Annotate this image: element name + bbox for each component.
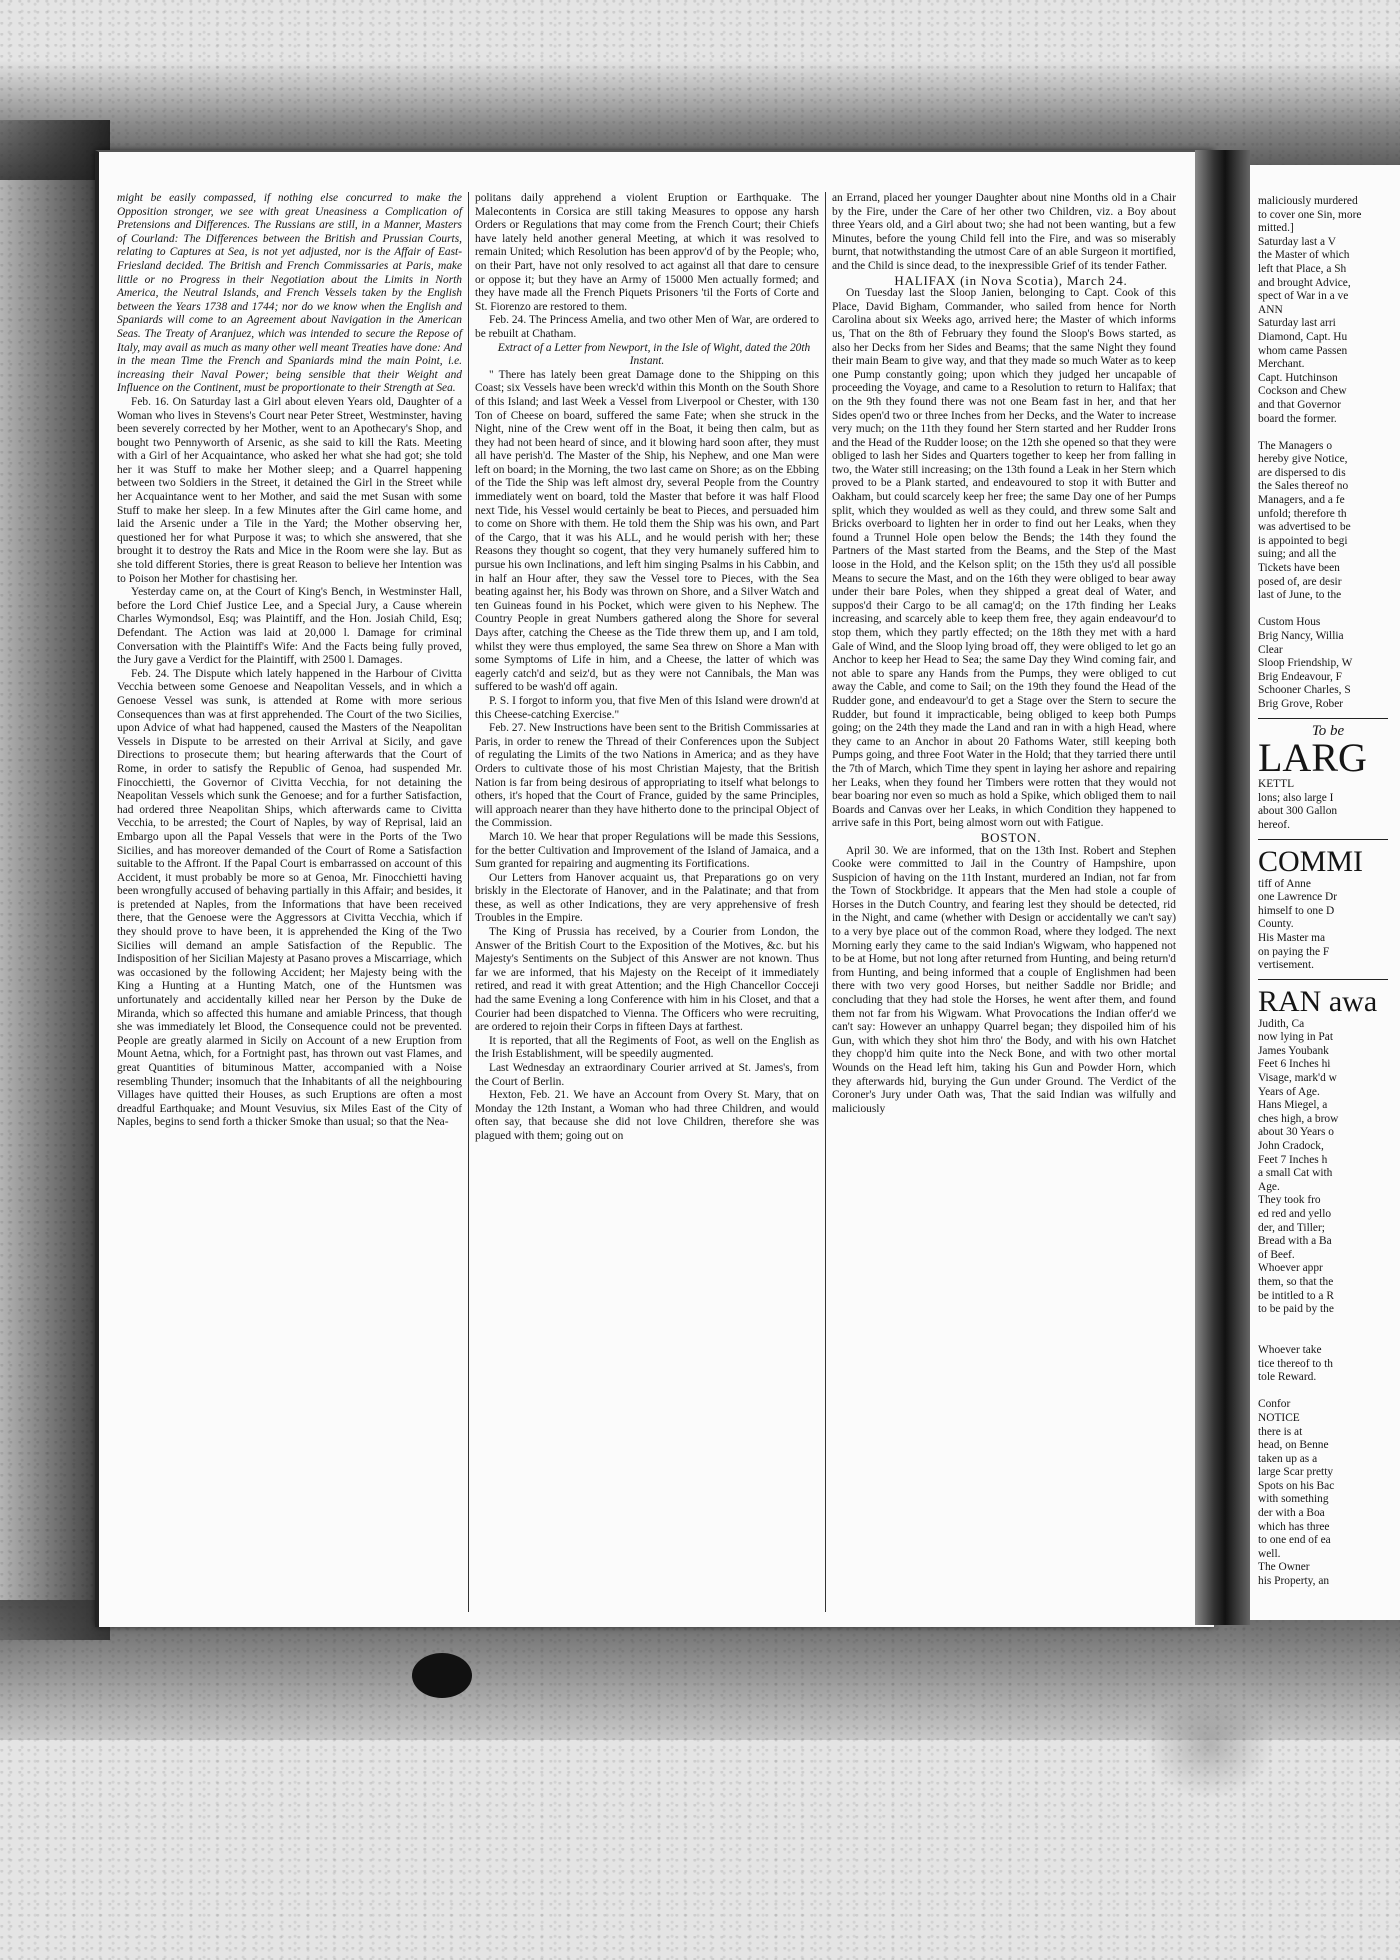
text-line: Brig Nancy, Willia [1258, 630, 1344, 642]
ink-blot [412, 1653, 472, 1698]
text-line: John Cradock, [1258, 1140, 1324, 1153]
text-line: with something [1258, 1493, 1329, 1506]
text-line: posed of, are desir [1258, 575, 1342, 588]
text-line: well. [1258, 1547, 1281, 1560]
text-line: Age. [1258, 1180, 1280, 1193]
text-line: maliciously murdered [1258, 195, 1358, 207]
paragraph: " There has lately been great Damage done to the Shipping on this Coast; six Vessels have been wreck'd within this Month on the South Shore of this Island; and last Week a Vessel from Liverpool or Chester, with 130 Ton of Cheese on board, suffered the same Fate; when she struck in the Night, nine of the Crew went off in the Boat, it being then calm, but as they had not been heard of since, and it blowing hard soon after, they must all have perish'd. The Master of the Ship, his Nephew, and one Man were left on board; in the Morning, the two last came on Shore; as on the Ebbing of the Tide the Ship was left almost dry, several People from the Country immediately went on board, told the Master that before it was half Flood next Tide, his Vessel would certainly be beat to Pieces, and persuaded him to come on Shore with them. He told them the Ship was his own, and Part of the Cargo, that it was his ALL, and he would perish with her; these Reasons they thought so cogent, that they very humanely suffered him to pursue his own Inclinations, and left him singing Psalms in his Cabbin, and in half an Hour after, they saw the Vessel tore to Pieces, with the Sea beating against her, his Body was thrown on Shore, and a Silver Watch and ten Guineas found in his Pocket, which were given to his Nephew. The Country People in great Numbers gathered along the Shore for several Days after, catching the Cheese as the Tide threw them up, and I am told, whilst they were thus employed, the same Sea threw on Shore a Man with some Symptoms of Life in him, and a Cheese, the latter of which was eagerly catch'd and seiz'd, but as they were not Cannibals, the Man was suffered to be wash'd off again. [475, 368, 819, 694]
paragraph: The King of Prussia has received, by a Courier from London, the Answer of the British Court to the Exposition of the Motives, &c. but his Majesty's Sentiments on the Subject of this Answer are not known. Thus far we are informed, that his Majesty on the Receipt of it immediately retired, and read it with great Attention; and the High Chancellor Cocceji had the same Evening a long Conference with him in his Closet, and that a Courier had been dispatched to Vienna. The Officers who were recruiting, are ordered to rejoin their Corps in fifteen Days at farthest. [475, 926, 819, 1034]
facing-lines-4 [1258, 1018, 1398, 1589]
paragraph: Last Wednesday an extraordinary Courier arrived at St. James's, from the Court of Berlin. [475, 1062, 819, 1088]
facing-lines-3 [1258, 878, 1398, 973]
text-line: Bread with a Ba [1258, 1235, 1332, 1248]
book-edge-shadow [0, 120, 110, 1640]
paragraph: Feb. 16. On Saturday last a Girl about eleven Years old, Daughter of a Woman who lives in Stevens's Court near Peter Street, Westminster, having been severely corrected by her Mother, went to an Apothecary's Shop, and bought two Pennyworth of Arsenic, as she said to kill the Rats. Meeting with a Girl of her Acquaintance, who asked her what she had got; she told her it was Stuff to make her Mother sleep; and a Quarrel happening between two Soldiers in the Street, it detained the Girl in the Street while her Acquaintance went to her Mother, and said the met Susan with some Stuff to make her sleep. In a few Minutes after the Girl came home, and laid the Arsenic under a Tile in the Yard; the Mother observing her, questioned her for what Purpose it was; to which she answered, that she brought it to destroy the Rats and Mice in the Room were she lay. But as she told different Stories, there is great Reason to believe her Intention was to Poison her Mother for chastising her. [117, 395, 462, 585]
paragraph: politans daily apprehend a violent Eruption or Earthquake. The Malecontents in Corsica are still taking Measures to oppose any harsh Orders or Regulations that may come from the French Court; their Chiefs have lately held another general Meeting, at which it was resolved to remain United; which Resolution has been approv'd of by the People; who, on their Part, have not only resolved to act against all that dare to censure or oppose it; but they have an Army of 15000 Men actually formed; and they have made all the French Piquets Prisoners 'til the Forts of Corte and St. Fiorenzo are restored to them. [475, 192, 819, 313]
text-line: Confor [1258, 1398, 1291, 1411]
paragraph: It is reported, that all the Regiments of Foot, as well on the English as the Irish Establishment, will be speedily augmented. [475, 1034, 819, 1061]
text-line: hereby give Notice, [1258, 453, 1348, 466]
text-line: Capt. Hutchinson [1258, 371, 1338, 384]
text-line: Feet 7 Inches h [1258, 1153, 1328, 1166]
text-line: Diamond, Capt. Hu [1258, 330, 1348, 343]
text-line: last of June, to the [1258, 589, 1342, 602]
facing-page-text [1258, 195, 1398, 1589]
text-line: Brig Grove, Rober [1258, 697, 1344, 710]
text-line: to be paid by the [1258, 1303, 1334, 1316]
text-line: about 300 Gallon [1258, 805, 1338, 818]
column-left [111, 192, 468, 1612]
text-line: one Lawrence Dr [1258, 891, 1338, 904]
text-line: Clear [1258, 643, 1283, 656]
text-line: Saturday last arri [1258, 317, 1336, 330]
text-line [1258, 603, 1398, 617]
text-line: lons; also large I [1258, 791, 1334, 804]
text-line: Years of Age. [1258, 1085, 1320, 1098]
text-columns [111, 192, 1201, 1612]
text-line: is appointed to begi [1258, 534, 1348, 547]
divider [1258, 718, 1388, 719]
paragraph: Hexton, Feb. 21. We have an Account from Overy St. Mary, that on Monday the 12th Instant, a Woman who had three Children, and would often say, that because she did not love Children, therefore she was plagued with them; going out on [475, 1089, 819, 1142]
text-line: and that Governor [1258, 398, 1341, 411]
text-line: the Sales thereof no [1258, 480, 1349, 493]
text-line: left that Place, a Sh [1258, 262, 1347, 275]
text-line: was advertised to be [1258, 521, 1351, 534]
text-line: there is at [1258, 1425, 1303, 1438]
text-line: to cover one Sin, more [1258, 208, 1362, 221]
text-line: Feet 6 Inches hi [1258, 1058, 1331, 1071]
text-line: are dispersed to dis [1258, 466, 1346, 479]
text-line: Merchant. [1258, 358, 1305, 371]
paragraph: Our Letters from Hanover acquaint us, that Preparations go on very briskly in the Electorate of Hanover, and in the Palatinate; and that from these, as well as other Indications, they are very apprehensive of fresh Troubles in the Empire. [475, 871, 819, 925]
text-line: Brig Endeavour, F [1258, 670, 1343, 683]
paragraph: might be easily compassed, if nothing else concurred to make the Opposition stronger, we see with great Uneasiness a Complication of Pretensions and Differences. The Russians are still, in a Manner, Masters of Courland: The Differences between the British and Prussian Courts, relating to Captures at Sea, is not yet adjusted, nor is the Affair of East-Friesland decided. The British and French Commissaries at Paris, make little or no Progress in their Negotiation about the Limits in North America, the Neutral Islands, and French Vessels taken by the English between the Years 1738 and 1744; nor do we know when the English and Spaniards will come to an Agreement about Navigation in the American Seas. The Treaty of Aranjuez, which was intended to secure the Repose of Italy, may avail as much as many other well meant Treaties have done: And in the mean Time the French and Spaniards mind the main Point, i.e. increasing their Naval Power; being sensible that their Weight and Influence on the Continent, must be proportionate to their Strength at Sea. [117, 192, 462, 395]
ad-headline: LARG [1258, 738, 1367, 779]
paragraph: Yesterday came on, at the Court of King's Bench, in Westminster Hall, before the Lord Chief Justice Lee, and a Special Jury, a Cause wherein Charles Wymondsol, Esq; was Plaintiff, and the Hon. Josiah Child, Esq; Defendant. The Action was laid at 20,000 l. Damage for criminal Conversation with the Plaintiff's Wife: And the Facts being fully proved, the Jury gave a Verdict for the Plaintiff, with 2500 l. Damages. [117, 586, 462, 667]
text-line: The Managers o [1258, 439, 1333, 452]
text-line [1258, 1317, 1398, 1331]
text-line: der, and Tiller; [1258, 1221, 1325, 1234]
text-line: County. [1258, 918, 1294, 931]
ad-subhead: KETTL [1258, 778, 1295, 791]
text-line: tice thereof to th [1258, 1357, 1333, 1370]
dateline-boston: BOSTON. [980, 829, 1042, 845]
text-line: Whoever appr [1258, 1262, 1323, 1275]
text-line: vertisement. [1258, 959, 1314, 972]
column-middle [468, 192, 825, 1612]
paragraph: On Tuesday last the Sloop Janien, belonging to Capt. Cook of this Place, David Bigham, Commander, who sailed from hence for North Carolina about six Weeks ago, arrived here; the Master of which informs us, That on the 8th of February they found the Sloop's Bows started, as also her Decks from her Sides and Beams; that the same Night they found their main Beam to give way, and that they made so much Water as to keep one Pump constantly going; upon which they judged her uncapable of proceeding the Voyage, and came to a Resolution to return to Halifax; that on the 9th they found there was not one Beam fast in her, and that her Sides open'd two or three Inches from her Decks, and the Water to increase very much; on the 11th they found her Stern started and her Rudder Irons and the Head of the Rudder loose; on the 12th she opened so that they were obliged to lash her Sides and Quarters together to keep her from falling in two, the Water still increasing; on the 13th found a Leak in her Stern which proved to be a Plank started, and endeavoured to stop it with Butter and Oakham, but could scarcely keep her free; the same Day one of her Pumps split, which they woulded as well as they could, and threw some Salt and Bricks overboard to lighten her in order to find out her Leaks, when they found a Trunnel Hole open below the Bends; the 14th they found the Partners of the Mast started from the Beams, and the Step of the Mast loose in the Hold, and the Kelson split; on the 15th they us'd all possible Means to secure the Mast, and on the 16th they were obliged to bear away under their bare Poles, when they shipped a great deal of Water, and suppos'd their Cargo to be all camag'd; on the 17th finding her Leaks increasing, and scarcely able to keep them free, they again endeavour'd to stop them, which they partly effected; on the 18th they met with a hard Gale of Wind, and the Sloop lying broad off, they were obliged to let go an Anchor to keep her Head to Sea; the same Day they Wind coming fair, and not able to spare any Hands from the Pumps, they were obliged to cut away the Cable, and come to Sail; on the 19th they found the Head of the Rudder gone, and endeavour'd to get a Stage over the Stern to secure the Rudder, but found it impracticable, being obliged to keep both Pumps going; on the 24th they made the Land and ran in with a high Head, where they came to an Anchor in about 20 Fathoms Water, still keeping both Pumps going, and three Foot Water in the Hold; that they tarried there until the 7th of March, which Time they spent in laying her ashore and repairing her Leaks, when they found her Timbers were rotten that they would not bear boaring nor even so much as hold a Spike, which obliged them to nail Boards and Canvas over her Leaks, in which Condition they happened to arrive safe in this Port, being almost worn out with Fatigue. [832, 287, 1176, 830]
text-line: Hans Miegel, a [1258, 1099, 1328, 1112]
text-line: on paying the F [1258, 945, 1330, 958]
divider [1258, 839, 1388, 840]
text-line: Saturday last a V [1258, 235, 1336, 248]
facing-lines-1 [1258, 195, 1398, 712]
text-line: of Beef. [1258, 1248, 1295, 1261]
text-line: hereof. [1258, 818, 1290, 831]
text-line: about 30 Years o [1258, 1126, 1334, 1139]
book-gutter [1195, 150, 1250, 1625]
text-line: James Youbank [1258, 1044, 1329, 1057]
text-line: Custom Hous [1258, 616, 1321, 629]
text-line: spect of War in a ve [1258, 290, 1349, 303]
text-line: which has three [1258, 1520, 1330, 1533]
text-line: be intitled to a R [1258, 1289, 1334, 1302]
text-line: tiff of Anne [1258, 877, 1311, 890]
text-line: Schooner Charles, S [1258, 684, 1351, 697]
ad-heading: To be [1311, 724, 1345, 739]
paragraph: Feb. 24. The Dispute which lately happened in the Harbour of Civitta Vecchia between some Genoese and Neapolitan Vessels, and in which a Genoese Vessel was sunk, is attended at Rome with more serious Consequences than was at first apprehended. The Court of the two Sicilies, upon Advice of what had happened, caused the Masters of the Neapolitan Vessels in Dispute to be arrested on their Arrival at Sicily, and gave Directions to prosecute them; but hearing afterwards that the Court of Rome, in order to satisfy the Republic of Genoa, had suspended Mr. Finocchietti, the Governor of Civitta Vecchia, for not detaining the Neapolitan Vessels which sunk the Genoese; and for a further Satisfaction, had ordered three Neapolitan Ships, which afterwards came to Civitta Vecchia, to be arrested; the Court of Naples, by way of Reprisal, laid an Embargo upon all the Papal Vessels that were in the Ports of the Two Sicilies, and has moreover demanded of the Court of Rome a Satisfaction suitable to the Affront. If the Papal Court is embarrassed on account of this Accident, it must probably be more so at Genoa, Mr. Finocchietti having been wrongfully accused of behaving partially in this Affair; and besides, it is pretended at Naples, from the Informations that have been received there, that the Genoese were the Aggressors at Civitta Vecchia, which if they should prove to have been, it is apprehended the King of the Two Sicilies will demand an ample Satisfaction of the Republic. The Indisposition of her Sicilian Majesty at Pasano proves a Miscarriage, which was occasioned by the following Accident; her Majesty being with the King a Hunting at a Hunting Match, one of the Huntsmen was unfortunately and accidentally killed near her Person by the Duke de Miranda, which so affected this humane and amiable Princess, that though she was immediately let Blood, the Consequence could not be prevented. People are greatly alarmed in Sicily on Account of a new Eruption from Mount Aetna, which, for a Fortnight past, has thrown out vast Flames, and great Quantities of bituminous Matter, accompanied with a Noise resembling Thunder; insomuch that the Inhabitants of all the neighbouring Villages have quitted their Houses, as such Eruptions are often a most dreadful Earthquake; and Mount Vesuvius, six Miles East of the City of Naples, begins to send forth a thicker Smoke than usual; so that the Nea- [117, 667, 462, 1129]
text-line: the Master of which [1258, 249, 1350, 262]
paragraph: an Errand, placed her younger Daughter about nine Months old in a Chair by the Fire, under the Care of her other two Children, viz. a Boy about three Years old, and a Girl about two; she had not been wanting, but a few Minutes, before the young Child fell into the Fire, and was so miserably burnt, that notwithstanding the utmost Care of an able Surgeon it mortified, and the Child is since dead, to the inexpressible Grief of its tender Father. [832, 192, 1176, 272]
text-line: board the former. [1258, 412, 1337, 425]
paragraph: March 10. We hear that proper Regulations will be made this Sessions, for the better Cultivation and Improvement of the Island of Jamaica, and a Sum granted for repairing and augmenting its Fortifications. [475, 830, 819, 871]
text-line: head, on Benne [1258, 1439, 1329, 1452]
text-line: large Scar pretty [1258, 1466, 1334, 1479]
text-line: tole Reward. [1258, 1371, 1317, 1384]
text-line: Spots on his Bac [1258, 1479, 1335, 1492]
ad-headline: COMMI [1258, 845, 1364, 878]
text-line: Sloop Friendship, W [1258, 657, 1353, 670]
text-line: to one end of ea [1258, 1534, 1331, 1547]
text-line: Whoever take [1258, 1343, 1322, 1356]
text-line: Managers, and a fe [1258, 494, 1345, 507]
text-line: Judith, Ca [1258, 1017, 1305, 1030]
paragraph: P. S. I forgot to inform you, that five Men of this Island were drown'd at this Cheese-catching Exercise." [475, 694, 819, 721]
text-line: taken up as a [1258, 1452, 1318, 1465]
facing-lines-2 [1258, 792, 1398, 833]
text-line: a small Cat with [1258, 1167, 1333, 1180]
facing-page-fragment [1250, 165, 1400, 1620]
text-line: ches high, a brow [1258, 1112, 1339, 1125]
text-line: suing; and all the [1258, 548, 1337, 561]
dateline-halifax: HALIFAX (in Nova Scotia), March 24. [894, 272, 1128, 288]
text-line: himself to one D [1258, 904, 1335, 917]
text-line: ANN [1258, 303, 1283, 316]
text-line [1258, 1330, 1398, 1344]
text-line: mitted.] [1258, 222, 1294, 235]
text-line: His Master ma [1258, 931, 1326, 944]
text-line: them, so that the [1258, 1275, 1334, 1288]
text-line: his Property, an [1258, 1575, 1330, 1588]
text-line: now lying in Pat [1258, 1031, 1333, 1044]
ad-headline: RAN awa [1258, 985, 1378, 1018]
divider [1258, 979, 1388, 980]
text-line: They took fro [1258, 1194, 1321, 1207]
text-line: Cockson and Chew [1258, 385, 1347, 398]
paragraph: Feb. 27. New Instructions have been sent to the British Commissaries at Paris, in order to renew the Thread of their Conferences upon the Subject of regulating the Limits of the two Nations in America; and as they have Orders to cultivate those of his most Christian Majesty, that the British Nation is far from being desirous of appropriating to itself what belongs to others, it's hoped that the Court of France, guided by the same Principles, will approach nearer than they have hitherto done to the principal Object of the Commission. [475, 722, 819, 830]
scan-smudge [1145, 1690, 1275, 1800]
text-line: Tickets have been [1258, 562, 1340, 575]
text-line [1258, 426, 1398, 440]
text-line: whom came Passen [1258, 344, 1348, 357]
text-line: unfold; therefore th [1258, 507, 1347, 520]
text-line: Visage, mark'd w [1258, 1072, 1337, 1085]
text-line: NOTICE [1258, 1411, 1300, 1424]
text-line [1258, 1385, 1398, 1399]
newspaper-page [95, 150, 1214, 1627]
text-line: and brought Advice, [1258, 276, 1351, 289]
text-line: ed red and yello [1258, 1208, 1332, 1220]
paragraph: Feb. 24. The Princess Amelia, and two other Men of War, are ordered to be rebuilt at Chatham. [475, 314, 819, 340]
text-line: The Owner [1258, 1561, 1310, 1574]
column-right [825, 192, 1182, 1612]
paragraph: April 30. We are informed, that on the 13th Inst. Robert and Stephen Cooke were committed to Jail in the Country of Hampshire, upon Suspicion of having on the 11th Instant, murdered an Indian, not far from the Town of Stockbridge. It appears that the Men had stole a couple of Horses in the Dutch Country, and fearing lest they should be detected, rid in the Night, and came (whether with Design or accidentally we can't say) to a very bye place out of the common Road, where they lodged. The next Morning early they came to the said Indian's Wigwam, who happened not to be at Home, but not long after returned from Hunting, and being return'd from Hunting, and being informed that a couple of Englishmen had been there with two very good Horses, but neither Saddle nor Bridle; and concluding that they had stole the Horses, he went after them, and found them not far from his Wigwam. What Provocations the Indian offer'd we can't say: However an unhappy Quarrel began; they dispoiled him of his Gun, with which they shot him thro' the Body, and with his own Hatchet they chopp'd him quite into the Neck Bone, and with two other mortal Wounds on the Head left him, taking his Gun and Powder Horn, which they afterwards hid, burying the Gun under Ground. The Verdict of the Coroner's Jury under Oath was, That the said Indian was wilfully and maliciously [832, 844, 1176, 1115]
extract-heading: Extract of a Letter from Newport, in the Isle of Wight, dated the 20th Instant. [497, 341, 811, 368]
text-line: der with a Boa [1258, 1507, 1325, 1520]
